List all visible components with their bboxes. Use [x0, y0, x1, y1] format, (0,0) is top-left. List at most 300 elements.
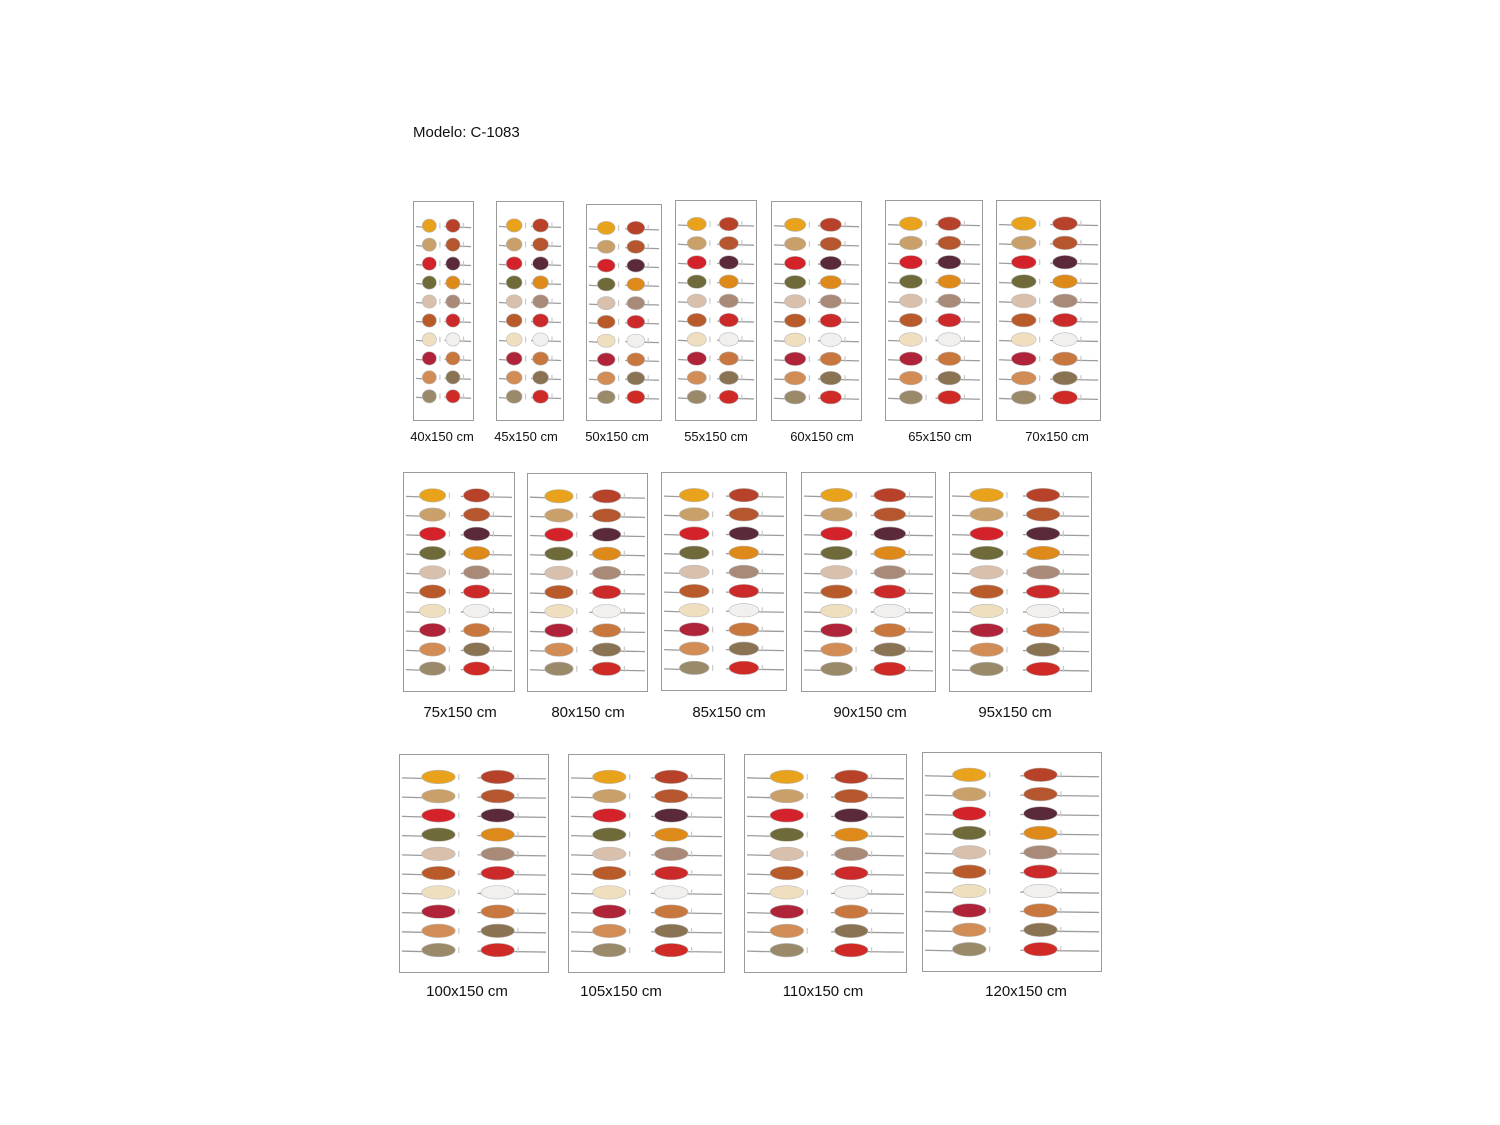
- spice-spoon: [679, 584, 709, 597]
- size-label: 85x150 cm: [692, 704, 766, 721]
- spice-panel-80x150[interactable]: [527, 473, 648, 692]
- spice-tag: [1060, 772, 1061, 778]
- spice-spoon: [1024, 826, 1058, 840]
- spice-spoon: [627, 240, 645, 253]
- spice-spoon: [938, 352, 961, 366]
- spice-spoon: [1024, 807, 1058, 821]
- spice-spoon: [938, 256, 961, 270]
- spice-tag: [709, 221, 710, 227]
- spice-spoon: [422, 276, 436, 289]
- spice-tag: [525, 299, 526, 305]
- spice-spoons-icon: [886, 201, 982, 420]
- spice-spoon: [419, 566, 445, 579]
- spice-tag: [648, 244, 649, 250]
- spice-tag: [855, 589, 856, 595]
- spice-spoon: [1053, 275, 1078, 289]
- spice-spoons-icon: [745, 755, 906, 972]
- spice-tag: [909, 492, 910, 498]
- spice-tag: [458, 909, 459, 915]
- spice-spoon: [1053, 371, 1078, 385]
- spice-spoon: [874, 566, 906, 580]
- spice-tag: [855, 511, 856, 517]
- spice-tag: [925, 317, 926, 323]
- spice-tag: [844, 279, 845, 285]
- spice-spoon: [446, 276, 460, 289]
- spice-spoon: [687, 333, 706, 346]
- spice-spoon: [729, 661, 759, 674]
- spice-tag: [1039, 279, 1040, 285]
- spice-spoon: [938, 371, 961, 385]
- spice-tag: [844, 394, 845, 400]
- spice-spoon: [952, 826, 986, 840]
- spice-spoon: [938, 391, 961, 405]
- spice-tag: [449, 512, 450, 518]
- spice-spoon: [463, 604, 489, 617]
- spice-tag: [741, 317, 742, 323]
- spice-spoon: [719, 217, 738, 230]
- spice-tag: [964, 375, 965, 381]
- spice-spoon: [1026, 546, 1060, 560]
- spice-tag: [551, 222, 552, 228]
- size-label: 100x150 cm: [426, 983, 508, 1000]
- spice-tag: [449, 492, 450, 498]
- spice-tag: [493, 666, 494, 672]
- spice-spoon: [821, 585, 853, 599]
- spice-tag: [1006, 569, 1007, 575]
- spice-tag: [691, 947, 692, 953]
- spice-tag: [709, 298, 710, 304]
- spice-spoon: [533, 352, 549, 365]
- spice-spoon: [719, 256, 738, 269]
- spice-spoons-icon: [528, 474, 647, 691]
- spice-tag: [458, 812, 459, 818]
- spice-spoons-icon: [404, 473, 514, 691]
- spice-spoon: [506, 276, 522, 289]
- spice-tag: [809, 318, 810, 324]
- spice-tag: [964, 279, 965, 285]
- spice-spoon: [533, 238, 549, 251]
- spice-spoon: [422, 219, 436, 232]
- spice-spoon: [784, 391, 805, 404]
- spice-tag: [576, 512, 577, 518]
- spice-spoon: [834, 789, 868, 802]
- spice-spoon: [481, 924, 515, 937]
- spice-tag: [709, 279, 710, 285]
- spice-tag: [493, 589, 494, 595]
- spice-tag: [439, 261, 440, 267]
- spice-spoon: [597, 334, 615, 347]
- spice-spoon: [597, 278, 615, 291]
- spice-tag: [712, 531, 713, 537]
- spice-spoon: [545, 489, 574, 502]
- spice-spoon: [820, 352, 841, 365]
- spice-spoon: [593, 943, 627, 956]
- size-label: 120x150 cm: [985, 983, 1067, 1000]
- spice-spoon: [533, 390, 549, 403]
- spice-spoon: [422, 333, 436, 346]
- spice-panel-65x150[interactable]: [885, 200, 983, 421]
- spice-spoon: [770, 886, 804, 899]
- spice-spoon: [1011, 236, 1036, 250]
- spice-spoon: [1053, 352, 1078, 366]
- spice-panel-55x150[interactable]: [675, 200, 757, 421]
- spice-spoon: [592, 509, 621, 522]
- spice-tag: [551, 299, 552, 305]
- spice-tag: [844, 222, 845, 228]
- spice-spoon: [821, 527, 853, 541]
- spice-tag: [525, 222, 526, 228]
- spice-spoon: [627, 221, 645, 234]
- spice-tag: [493, 627, 494, 633]
- spice-spoon: [481, 847, 515, 860]
- spice-spoon: [784, 314, 805, 327]
- spice-tag: [1063, 589, 1064, 595]
- spice-spoon: [834, 809, 868, 822]
- spice-spoon: [719, 333, 738, 346]
- spice-spoon: [770, 924, 804, 937]
- spice-tag: [762, 569, 763, 575]
- spice-tag: [989, 849, 990, 855]
- spice-tag: [449, 608, 450, 614]
- spice-spoon: [592, 624, 621, 637]
- spice-spoon: [422, 371, 436, 384]
- spice-spoon: [592, 662, 621, 675]
- spice-panel-45x150[interactable]: [496, 201, 564, 421]
- spice-spoon: [597, 221, 615, 234]
- spice-spoon: [874, 546, 906, 560]
- spice-spoon: [422, 905, 456, 918]
- spice-spoon: [593, 809, 627, 822]
- spice-spoon: [679, 604, 709, 617]
- spice-spoon: [592, 605, 621, 618]
- spice-spoon: [770, 847, 804, 860]
- spice-spoon: [1053, 255, 1078, 269]
- spice-tag: [909, 550, 910, 556]
- spice-tag: [517, 947, 518, 953]
- spice-tag: [909, 511, 910, 517]
- spice-spoon: [719, 294, 738, 307]
- spice-spoon: [463, 623, 489, 636]
- spice-tag: [1080, 317, 1081, 323]
- spice-spoon: [952, 768, 986, 782]
- spice-spoon: [938, 275, 961, 289]
- spice-tag: [449, 627, 450, 633]
- spice-tag: [618, 394, 619, 400]
- spice-spoon: [463, 546, 489, 559]
- spice-spoon: [874, 604, 906, 618]
- spice-tag: [618, 319, 619, 325]
- spice-tag: [629, 793, 630, 799]
- spice-spoon: [627, 297, 645, 310]
- spice-spoon: [627, 372, 645, 385]
- spice-tag: [1060, 791, 1061, 797]
- spice-spoon: [506, 295, 522, 308]
- spice-tag: [712, 550, 713, 556]
- spice-tag: [762, 550, 763, 556]
- spice-tag: [1060, 927, 1061, 933]
- spice-tag: [629, 947, 630, 953]
- spice-panel-120x150[interactable]: [922, 752, 1102, 972]
- spice-spoon: [506, 314, 522, 327]
- spice-tag: [1039, 375, 1040, 381]
- spice-spoon: [419, 508, 445, 521]
- size-label: 80x150 cm: [551, 704, 625, 721]
- spice-spoon: [481, 789, 515, 802]
- spice-tag: [463, 355, 464, 361]
- spice-tag: [576, 627, 577, 633]
- spice-spoon: [834, 866, 868, 879]
- spice-tag: [618, 357, 619, 363]
- spice-tag: [1080, 337, 1081, 343]
- spice-panel-95x150[interactable]: [949, 472, 1092, 692]
- spice-spoon: [1024, 768, 1058, 782]
- spice-spoon: [545, 566, 574, 579]
- spice-tag: [551, 394, 552, 400]
- spice-tag: [629, 909, 630, 915]
- spice-tag: [463, 261, 464, 267]
- spice-tag: [712, 665, 713, 671]
- spice-spoon: [422, 257, 436, 270]
- spice-tag: [648, 394, 649, 400]
- spice-tag: [458, 889, 459, 895]
- spice-spoon: [729, 565, 759, 578]
- size-label: 70x150 cm: [1025, 429, 1089, 444]
- spice-tag: [449, 646, 450, 652]
- spice-panel-50x150[interactable]: [586, 204, 662, 421]
- spice-spoon: [834, 943, 868, 956]
- spice-spoon: [1024, 904, 1058, 918]
- spice-spoon: [506, 371, 522, 384]
- spice-spoon: [1011, 352, 1036, 366]
- spice-tag: [925, 221, 926, 227]
- spice-panel-40x150[interactable]: [413, 201, 474, 421]
- spice-spoon: [784, 237, 805, 250]
- spice-tag: [624, 493, 625, 499]
- spice-spoon: [655, 847, 689, 860]
- spice-tag: [925, 394, 926, 400]
- spice-tag: [909, 569, 910, 575]
- spice-spoon: [874, 624, 906, 638]
- spice-spoon: [899, 217, 922, 231]
- spice-spoon: [834, 770, 868, 783]
- spice-tag: [809, 298, 810, 304]
- spice-tag: [551, 242, 552, 248]
- spice-tag: [809, 375, 810, 381]
- spice-tag: [855, 531, 856, 537]
- spice-tag: [1063, 492, 1064, 498]
- spice-spoon: [463, 527, 489, 540]
- spice-spoon: [729, 527, 759, 540]
- spice-tag: [1063, 666, 1064, 672]
- spice-tag: [1006, 647, 1007, 653]
- spice-panel-110x150[interactable]: [744, 754, 907, 973]
- spice-spoon: [533, 314, 549, 327]
- spice-tag: [1080, 259, 1081, 265]
- spice-spoon: [820, 276, 841, 289]
- spice-tag: [807, 870, 808, 876]
- spice-tag: [517, 832, 518, 838]
- spice-tag: [439, 318, 440, 324]
- spice-tag: [1006, 589, 1007, 595]
- spice-spoon: [481, 886, 515, 899]
- spice-spoon: [729, 584, 759, 597]
- spice-panel-70x150[interactable]: [996, 200, 1101, 421]
- spice-tag: [525, 261, 526, 267]
- spice-spoon: [719, 313, 738, 326]
- spice-tag: [741, 221, 742, 227]
- spice-tag: [1080, 298, 1081, 304]
- spice-tag: [648, 375, 649, 381]
- spice-panel-100x150[interactable]: [399, 754, 549, 973]
- spice-tag: [964, 317, 965, 323]
- spice-tag: [551, 261, 552, 267]
- spice-spoon: [834, 847, 868, 860]
- spice-spoon: [770, 828, 804, 841]
- spice-spoon: [899, 313, 922, 327]
- spice-tag: [525, 242, 526, 248]
- spice-tag: [648, 338, 649, 344]
- spice-spoon: [597, 353, 615, 366]
- spice-spoon: [422, 295, 436, 308]
- spice-tag: [1063, 608, 1064, 614]
- spice-spoon: [597, 240, 615, 253]
- spice-tag: [576, 570, 577, 576]
- spice-tag: [925, 240, 926, 246]
- spice-spoon: [446, 333, 460, 346]
- spice-tag: [807, 851, 808, 857]
- spice-spoon: [481, 770, 515, 783]
- spice-tag: [517, 812, 518, 818]
- spice-tag: [762, 627, 763, 633]
- spice-tag: [551, 280, 552, 286]
- spice-tag: [709, 240, 710, 246]
- spice-tag: [1006, 550, 1007, 556]
- spice-tag: [517, 793, 518, 799]
- spice-tag: [909, 666, 910, 672]
- spice-tag: [463, 374, 464, 380]
- spice-tag: [909, 608, 910, 614]
- spice-tag: [709, 317, 710, 323]
- spice-tag: [871, 889, 872, 895]
- spice-tag: [576, 532, 577, 538]
- spice-spoon: [834, 924, 868, 937]
- spice-panel-105x150[interactable]: [568, 754, 725, 973]
- spice-tag: [925, 356, 926, 362]
- spice-tag: [762, 607, 763, 613]
- spice-spoon: [419, 604, 445, 617]
- spice-tag: [439, 355, 440, 361]
- spice-tag: [909, 647, 910, 653]
- spice-tag: [691, 774, 692, 780]
- spice-spoon: [770, 866, 804, 879]
- spice-tag: [517, 909, 518, 915]
- spice-spoon: [422, 809, 456, 822]
- spice-tag: [439, 374, 440, 380]
- spice-tag: [463, 223, 464, 229]
- spice-tag: [709, 375, 710, 381]
- spice-spoon: [679, 488, 709, 501]
- spice-tag: [1039, 259, 1040, 265]
- spice-spoon: [1026, 624, 1060, 638]
- spice-tag: [618, 225, 619, 231]
- spice-spoon: [1026, 643, 1060, 657]
- spice-spoon: [1053, 391, 1078, 405]
- spice-tag: [463, 280, 464, 286]
- spice-tag: [525, 375, 526, 381]
- spice-tag: [463, 299, 464, 305]
- spice-tag: [618, 300, 619, 306]
- spice-spoon: [821, 643, 853, 657]
- spice-spoon: [597, 315, 615, 328]
- spice-spoon: [952, 865, 986, 879]
- spice-spoon: [687, 313, 706, 326]
- spice-spoon: [834, 828, 868, 841]
- spice-spoon: [952, 904, 986, 918]
- spice-panel-60x150[interactable]: [771, 201, 862, 421]
- spice-spoon: [719, 237, 738, 250]
- spice-spoon: [506, 352, 522, 365]
- spice-spoon: [506, 238, 522, 251]
- size-label: 50x150 cm: [585, 429, 649, 444]
- spice-spoon: [446, 352, 460, 365]
- spice-tag: [909, 627, 910, 633]
- spice-tag: [989, 811, 990, 817]
- spice-spoon: [1024, 787, 1058, 801]
- spice-spoon: [899, 391, 922, 405]
- spice-spoon: [463, 585, 489, 598]
- spice-spoon: [820, 371, 841, 384]
- spice-spoon: [422, 866, 456, 879]
- spice-tag: [629, 812, 630, 818]
- spice-spoon: [627, 353, 645, 366]
- spice-panel-90x150[interactable]: [801, 472, 936, 692]
- spice-spoon: [970, 508, 1004, 522]
- spice-tag: [551, 318, 552, 324]
- spice-tag: [762, 511, 763, 517]
- spice-tag: [964, 337, 965, 343]
- spice-tag: [576, 551, 577, 557]
- spice-tag: [1080, 395, 1081, 401]
- spice-tag: [458, 774, 459, 780]
- spice-tag: [1060, 849, 1061, 855]
- spice-tag: [807, 832, 808, 838]
- spice-panel-75x150[interactable]: [403, 472, 515, 692]
- spice-tag: [807, 928, 808, 934]
- spice-panel-85x150[interactable]: [661, 472, 787, 691]
- spice-spoon: [1024, 942, 1058, 956]
- spice-tag: [449, 589, 450, 595]
- spice-spoon: [874, 585, 906, 599]
- spice-spoon: [784, 276, 805, 289]
- spice-tag: [807, 947, 808, 953]
- spice-tag: [925, 375, 926, 381]
- spice-tag: [458, 851, 459, 857]
- spice-tag: [871, 928, 872, 934]
- spice-tag: [1063, 647, 1064, 653]
- spice-spoon: [687, 294, 706, 307]
- spice-tag: [525, 318, 526, 324]
- spice-spoon: [506, 333, 522, 346]
- spice-tag: [576, 493, 577, 499]
- spice-spoon: [422, 828, 456, 841]
- spice-spoon: [938, 313, 961, 327]
- spice-tag: [648, 281, 649, 287]
- spice-tag: [964, 356, 965, 362]
- spice-tag: [517, 774, 518, 780]
- spice-spoon: [446, 257, 460, 270]
- spice-tag: [449, 666, 450, 672]
- spice-tag: [463, 318, 464, 324]
